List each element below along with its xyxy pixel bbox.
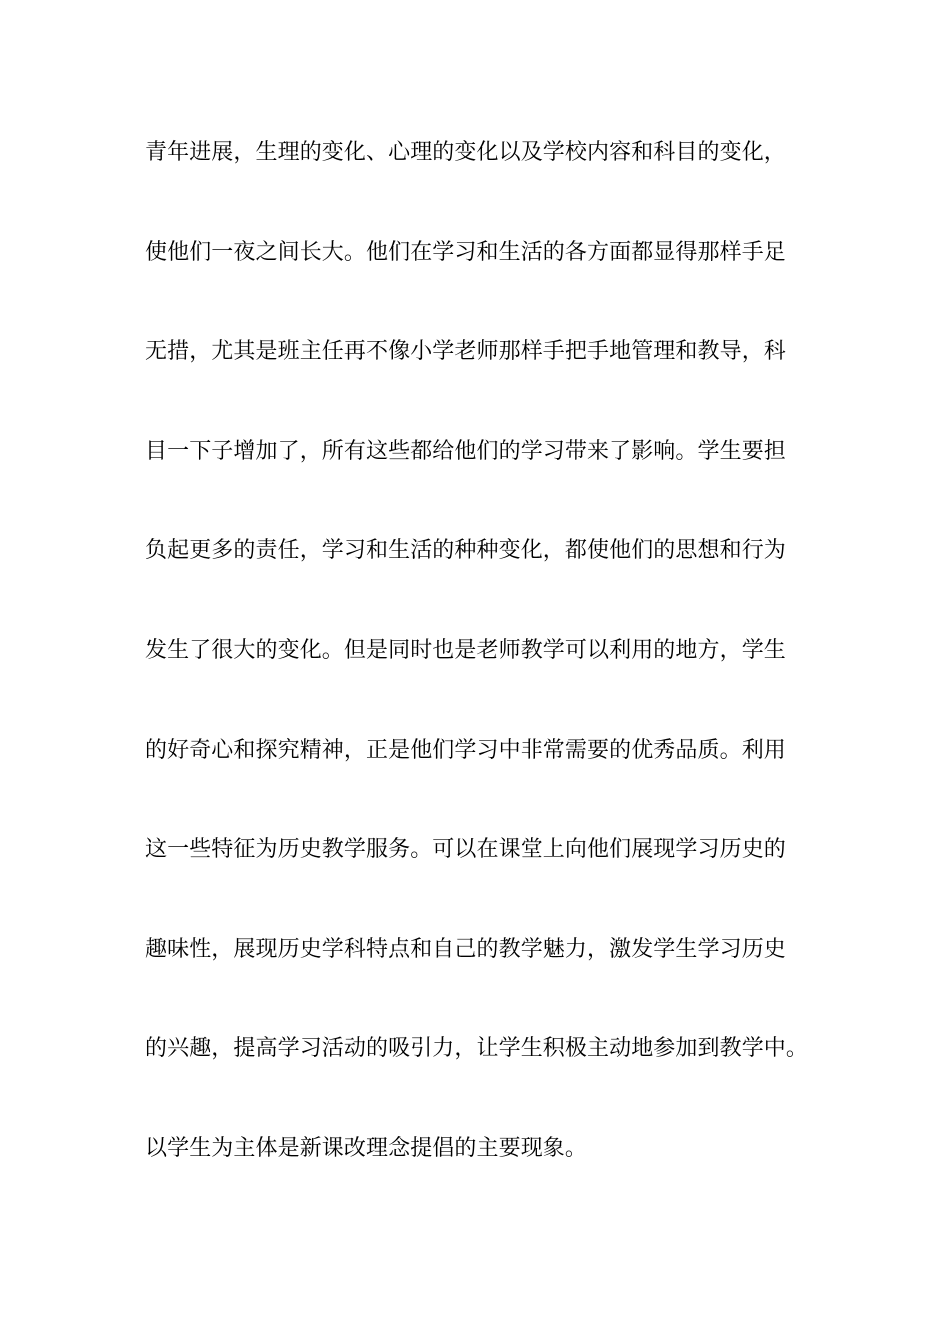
text-line: 以学生为主体是新课改理念提倡的主要现象。 bbox=[145, 1135, 588, 1161]
text-line: 目一下子增加了，所有这些都给他们的学习带来了影响。学生要担 bbox=[145, 438, 786, 464]
text-line: 无措，尤其是班主任再不像小学老师那样手把手地管理和教导，科 bbox=[145, 339, 786, 365]
text-line: 的好奇心和探究精神，正是他们学习中非常需要的优秀品质。利用 bbox=[145, 737, 786, 763]
text-line: 使他们一夜之间长大。他们在学习和生活的各方面都显得那样手足 bbox=[145, 239, 786, 265]
text-line: 负起更多的责任，学习和生活的种种变化，都使他们的思想和行为 bbox=[145, 538, 786, 564]
text-line: 青年进展，生理的变化、心理的变化以及学校内容和科目的变化， bbox=[145, 140, 786, 165]
text-line: 趣味性，展现历史学科特点和自己的教学魅力，激发学生学习历史 bbox=[145, 936, 786, 962]
text-line: 的兴趣，提高学习活动的吸引力，让学生积极主动地参加到教学中。 bbox=[145, 1036, 809, 1062]
body-paragraph bbox=[145, 127, 845, 1223]
text-line: 这一些特征为历史教学服务。可以在课堂上向他们展现学习历史的 bbox=[145, 837, 786, 863]
text-line: 发生了很大的变化。但是同时也是老师教学可以利用的地方，学生 bbox=[145, 637, 786, 663]
